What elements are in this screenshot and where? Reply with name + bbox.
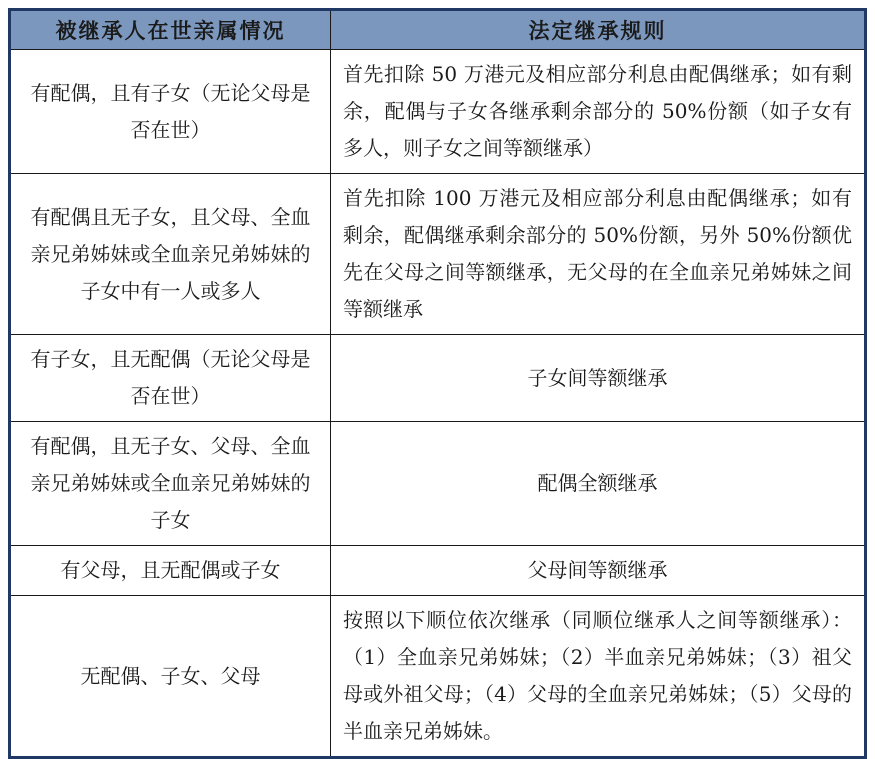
table-row: [10, 174, 866, 335]
inheritance-rule-cell: 首先扣除 50 万港元及相应部分利息由配偶继承；如有剩余，配偶与子女各继承剩余部分的 50%份额（如子女有多人，则子女之间等额继承）: [331, 50, 866, 174]
inheritance-rule-cell: 按照以下顺位依次继承（同顺位继承人之间等额继承）：（1）全血亲兄弟姊妹；（2）半血亲兄弟姊妹；（3）祖父母或外祖父母；（4）父母的全血亲兄弟姊妹；（5）父母的半血亲兄弟姊妹。: [331, 596, 866, 758]
header-statutory-rules: 法定继承规则: [331, 10, 866, 50]
table-row: [10, 335, 866, 422]
relatives-condition-cell: 无配偶、子女、父母: [10, 596, 331, 758]
inheritance-rules-table: [8, 8, 867, 759]
table-header-row: [10, 10, 866, 50]
inheritance-rule-cell: 子女间等额继承: [331, 335, 866, 422]
inheritance-rule-cell: 父母间等额继承: [331, 546, 866, 596]
table-row: [10, 422, 866, 546]
table-row: [10, 546, 866, 596]
relatives-condition-cell: 有配偶，且无子女、父母、全血亲兄弟姊妹或全血亲兄弟姊妹的子女: [10, 422, 331, 546]
relatives-condition-cell: 有配偶，且有子女（无论父母是否在世）: [10, 50, 331, 174]
table-row: [10, 596, 866, 758]
relatives-condition-cell: 有配偶且无子女，且父母、全血亲兄弟姊妹或全血亲兄弟姊妹的子女中有一人或多人: [10, 174, 331, 335]
relatives-condition-cell: 有子女，且无配偶（无论父母是否在世）: [10, 335, 331, 422]
header-surviving-relatives: 被继承人在世亲属情况: [10, 10, 331, 50]
table-row: [10, 50, 866, 174]
relatives-condition-cell: 有父母，且无配偶或子女: [10, 546, 331, 596]
inheritance-rule-cell: 首先扣除 100 万港元及相应部分利息由配偶继承；如有剩余，配偶继承剩余部分的 50%份额，另外 50%份额优先在父母之间等额继承，无父母的在全血亲兄弟姊妹之间等额继承: [331, 174, 866, 335]
inheritance-rule-cell: 配偶全额继承: [331, 422, 866, 546]
